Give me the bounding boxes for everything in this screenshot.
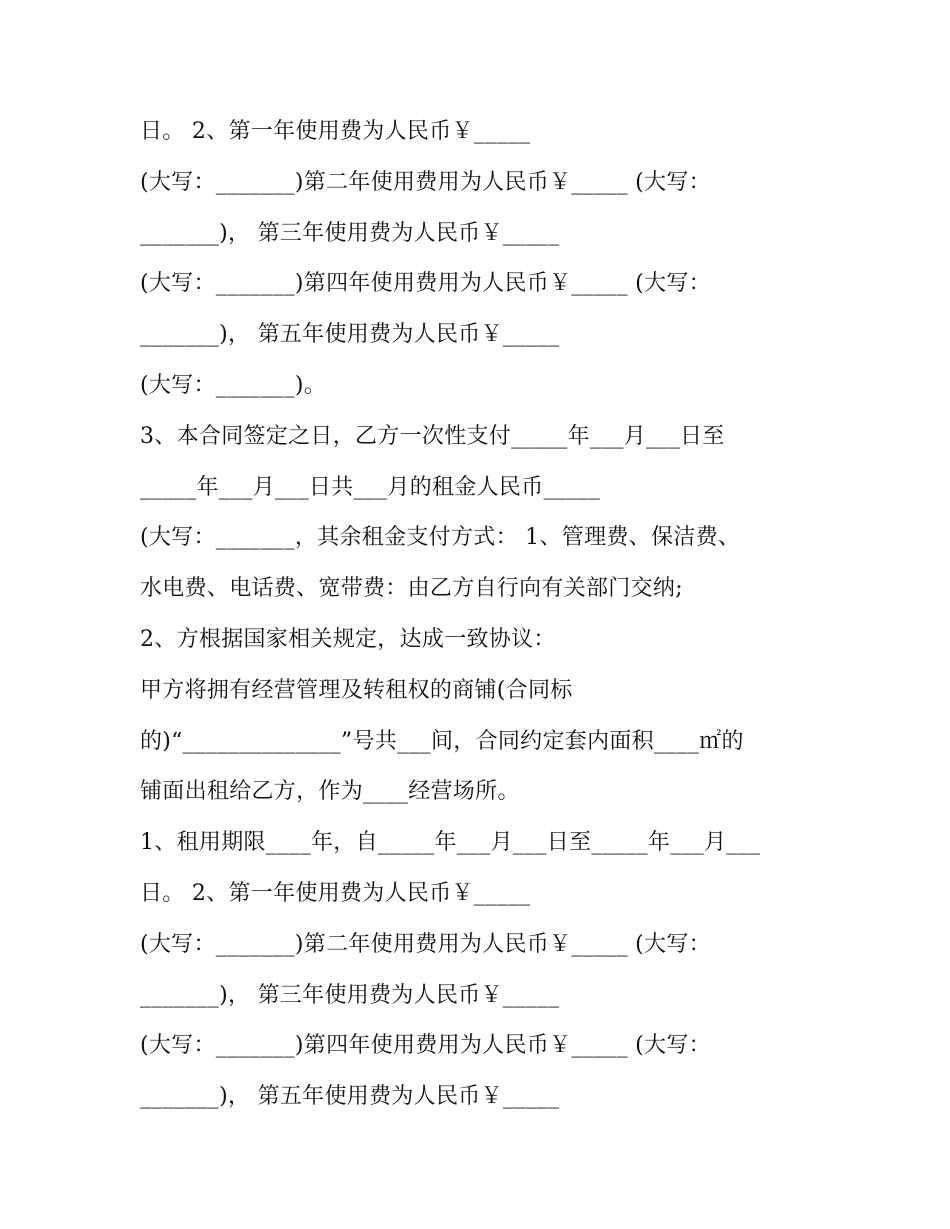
text-line: _______)， 第五年使用费为人民币￥_____ [140,322,560,348]
text-line: (大写：_______，其余租金支付方式： 1、管理费、保洁费、 [140,525,741,551]
text-line: _____年___月___日共___月的租金人民币_____ [140,474,601,500]
text-line: _______)， 第三年使用费为人民币￥_____ [140,982,560,1008]
text-line: (大写：_______)第二年使用费用为人民币￥_____ (大写： [140,169,711,195]
document-body [140,107,820,1123]
text-line: _______)， 第五年使用费为人民币￥_____ [140,1084,560,1110]
text-line: 日。 2、第一年使用费为人民币￥_____ [140,119,531,144]
text-line: 水电费、电话费、宽带费：由乙方自行向有关部门交纳; [140,576,683,602]
text-line: 3、本合同签定之日，乙方一次性支付_____年___月___日至 [140,423,725,449]
text-line: 日。 2、第一年使用费为人民币￥_____ [140,880,531,906]
text-line: 铺面出租给乙方，作为____经营场所。 [140,779,520,805]
text-line: (大写：_______)。 [140,372,327,398]
text-line: _______)， 第三年使用费为人民币￥_____ [140,220,560,246]
text-line: 1、租用期限____年，自_____年___月___日至_____年___月___ [140,830,761,856]
text-line: 甲方将拥有经营管理及转租权的商铺(合同标 [140,677,573,703]
text-line: (大写：_______)第四年使用费用为人民币￥_____ (大写： [140,271,711,297]
text-line: (大写：_______)第二年使用费用为人民币￥_____ (大写： [140,931,711,957]
text-line: 2、方根据国家相关规定，达成一致协议： [140,626,556,652]
text-line: 的)“______________”号共___间，合同约定套内面积____㎡的 [140,728,744,754]
text-line: (大写：_______)第四年使用费用为人民币￥_____ (大写： [140,1033,711,1059]
